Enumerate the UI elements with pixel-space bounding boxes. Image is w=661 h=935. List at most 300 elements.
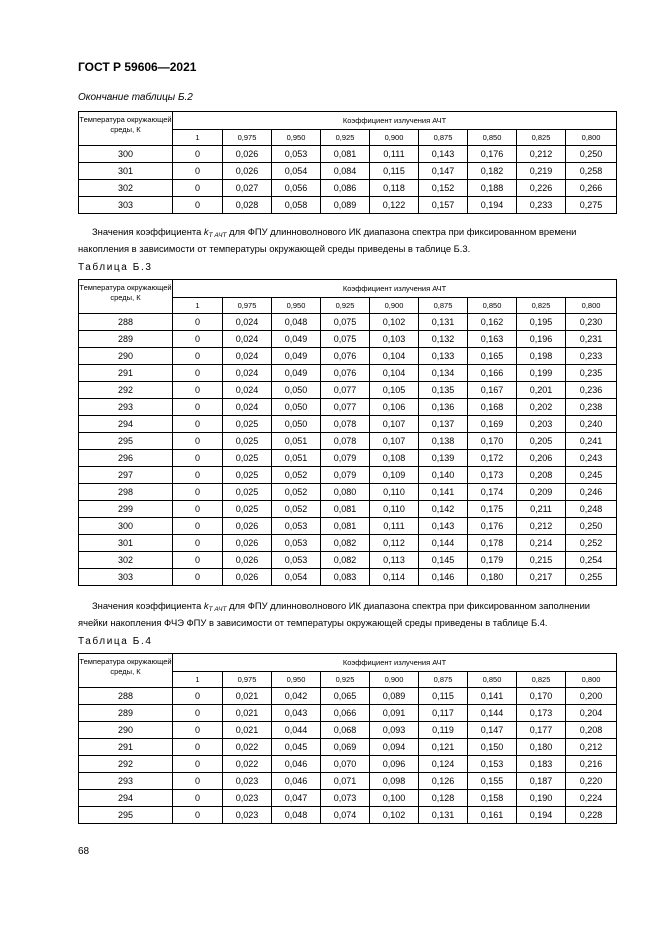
value-cell: 0 bbox=[173, 399, 223, 416]
header-coefficient: 0,900 bbox=[370, 672, 419, 688]
value-cell: 0,166 bbox=[468, 365, 517, 382]
value-cell: 0,091 bbox=[370, 705, 419, 722]
table-row bbox=[79, 773, 617, 790]
value-cell: 0 bbox=[173, 450, 223, 467]
value-cell: 0 bbox=[173, 197, 223, 214]
value-cell: 0,082 bbox=[321, 535, 370, 552]
value-cell: 0,106 bbox=[370, 399, 419, 416]
value-cell: 0,094 bbox=[370, 739, 419, 756]
table-row bbox=[79, 705, 617, 722]
value-cell: 0,081 bbox=[321, 518, 370, 535]
value-cell: 0,250 bbox=[566, 518, 617, 535]
value-cell: 0 bbox=[173, 790, 223, 807]
value-cell: 0,250 bbox=[566, 146, 617, 163]
value-cell: 0,212 bbox=[566, 739, 617, 756]
temperature-cell: 303 bbox=[79, 197, 173, 214]
value-cell: 0,216 bbox=[566, 756, 617, 773]
table-row bbox=[79, 399, 617, 416]
value-cell: 0,089 bbox=[321, 197, 370, 214]
table-row bbox=[79, 518, 617, 535]
value-cell: 0,131 bbox=[419, 807, 468, 824]
value-cell: 0,053 bbox=[272, 518, 321, 535]
value-cell: 0,044 bbox=[272, 722, 321, 739]
value-cell: 0,214 bbox=[517, 535, 566, 552]
value-cell: 0,133 bbox=[419, 348, 468, 365]
table-row bbox=[79, 467, 617, 484]
value-cell: 0,078 bbox=[321, 416, 370, 433]
value-cell: 0,155 bbox=[468, 773, 517, 790]
value-cell: 0 bbox=[173, 518, 223, 535]
value-cell: 0,051 bbox=[272, 433, 321, 450]
header-coefficient: 0,825 bbox=[517, 672, 566, 688]
paragraph-table-b3-intro bbox=[78, 225, 616, 255]
value-cell: 0,076 bbox=[321, 365, 370, 382]
value-cell: 0,258 bbox=[566, 163, 617, 180]
value-cell: 0,077 bbox=[321, 382, 370, 399]
value-cell: 0,204 bbox=[566, 705, 617, 722]
value-cell: 0,115 bbox=[370, 163, 419, 180]
value-cell: 0,190 bbox=[517, 790, 566, 807]
value-cell: 0 bbox=[173, 739, 223, 756]
value-cell: 0,174 bbox=[468, 484, 517, 501]
value-cell: 0,079 bbox=[321, 467, 370, 484]
value-cell: 0,118 bbox=[370, 180, 419, 197]
table-row bbox=[79, 433, 617, 450]
value-cell: 0,209 bbox=[517, 484, 566, 501]
temperature-cell: 292 bbox=[79, 382, 173, 399]
table-row bbox=[79, 756, 617, 773]
value-cell: 0,194 bbox=[468, 197, 517, 214]
header-coefficient: 0,900 bbox=[370, 130, 419, 146]
value-cell: 0,023 bbox=[223, 773, 272, 790]
value-cell: 0,075 bbox=[321, 314, 370, 331]
temperature-cell: 288 bbox=[79, 314, 173, 331]
value-cell: 0,248 bbox=[566, 501, 617, 518]
value-cell: 0,078 bbox=[321, 433, 370, 450]
value-cell: 0,219 bbox=[517, 163, 566, 180]
value-cell: 0,117 bbox=[419, 705, 468, 722]
table-row bbox=[79, 197, 617, 214]
value-cell: 0,096 bbox=[370, 756, 419, 773]
paragraph-text-before: Значения коэффициента bbox=[92, 600, 204, 611]
table-row bbox=[79, 484, 617, 501]
value-cell: 0,224 bbox=[566, 790, 617, 807]
value-cell: 0,195 bbox=[517, 314, 566, 331]
value-cell: 0,083 bbox=[321, 569, 370, 586]
header-coefficient: 1 bbox=[173, 130, 223, 146]
value-cell: 0,180 bbox=[468, 569, 517, 586]
value-cell: 0,026 bbox=[223, 569, 272, 586]
paragraph-text-before: Значения коэффициента bbox=[92, 226, 204, 237]
value-cell: 0,028 bbox=[223, 197, 272, 214]
value-cell: 0,208 bbox=[566, 722, 617, 739]
value-cell: 0,212 bbox=[517, 146, 566, 163]
table-row bbox=[79, 331, 617, 348]
value-cell: 0,049 bbox=[272, 331, 321, 348]
value-cell: 0,141 bbox=[419, 484, 468, 501]
value-cell: 0 bbox=[173, 807, 223, 824]
value-cell: 0,157 bbox=[419, 197, 468, 214]
value-cell: 0 bbox=[173, 569, 223, 586]
value-cell: 0,021 bbox=[223, 688, 272, 705]
temperature-cell: 301 bbox=[79, 163, 173, 180]
header-coefficient: 0,850 bbox=[468, 298, 517, 314]
value-cell: 0 bbox=[173, 501, 223, 518]
value-cell: 0,081 bbox=[321, 146, 370, 163]
value-cell: 0 bbox=[173, 365, 223, 382]
table-row bbox=[79, 180, 617, 197]
value-cell: 0,104 bbox=[370, 348, 419, 365]
value-cell: 0 bbox=[173, 331, 223, 348]
value-cell: 0,113 bbox=[370, 552, 419, 569]
table-row bbox=[79, 365, 617, 382]
table-b2-end bbox=[78, 111, 617, 214]
value-cell: 0,047 bbox=[272, 790, 321, 807]
value-cell: 0,053 bbox=[272, 535, 321, 552]
temperature-cell: 289 bbox=[79, 705, 173, 722]
temperature-cell: 294 bbox=[79, 416, 173, 433]
value-cell: 0,069 bbox=[321, 739, 370, 756]
value-cell: 0,023 bbox=[223, 790, 272, 807]
table-row bbox=[79, 722, 617, 739]
header-coefficient: 0,925 bbox=[321, 672, 370, 688]
value-cell: 0 bbox=[173, 180, 223, 197]
value-cell: 0,183 bbox=[517, 756, 566, 773]
value-cell: 0,110 bbox=[370, 501, 419, 518]
value-cell: 0,138 bbox=[419, 433, 468, 450]
value-cell: 0,046 bbox=[272, 773, 321, 790]
value-cell: 0,182 bbox=[468, 163, 517, 180]
value-cell: 0,070 bbox=[321, 756, 370, 773]
table-row bbox=[79, 552, 617, 569]
value-cell: 0,136 bbox=[419, 399, 468, 416]
value-cell: 0,198 bbox=[517, 348, 566, 365]
paragraph-text-after: для ФПУ длинноволнового ИК диапазона спектра при фиксированном времени накопления в зависимости от температуры окружающей среды приведены в таблице Б.3. bbox=[78, 226, 577, 254]
header-coefficient: 0,825 bbox=[517, 298, 566, 314]
value-cell: 0,243 bbox=[566, 450, 617, 467]
header-coefficient: 0,925 bbox=[321, 130, 370, 146]
value-cell: 0,141 bbox=[468, 688, 517, 705]
value-cell: 0,022 bbox=[223, 739, 272, 756]
value-cell: 0,202 bbox=[517, 399, 566, 416]
value-cell: 0,172 bbox=[468, 450, 517, 467]
value-cell: 0,228 bbox=[566, 807, 617, 824]
header-temperature: Температура окружающей среды, К bbox=[79, 112, 173, 146]
header-coefficient: 0,875 bbox=[419, 130, 468, 146]
value-cell: 0,048 bbox=[272, 807, 321, 824]
value-cell: 0,208 bbox=[517, 467, 566, 484]
header-temperature: Температура окружающей среды, К bbox=[79, 280, 173, 314]
value-cell: 0,074 bbox=[321, 807, 370, 824]
header-coefficient: 0,925 bbox=[321, 298, 370, 314]
value-cell: 0,025 bbox=[223, 416, 272, 433]
value-cell: 0,176 bbox=[468, 518, 517, 535]
value-cell: 0,124 bbox=[419, 756, 468, 773]
value-cell: 0,158 bbox=[468, 790, 517, 807]
value-cell: 0,021 bbox=[223, 705, 272, 722]
value-cell: 0,226 bbox=[517, 180, 566, 197]
value-cell: 0,045 bbox=[272, 739, 321, 756]
value-cell: 0,178 bbox=[468, 535, 517, 552]
header-coefficient: 0,800 bbox=[566, 130, 617, 146]
value-cell: 0,231 bbox=[566, 331, 617, 348]
value-cell: 0,105 bbox=[370, 382, 419, 399]
value-cell: 0,024 bbox=[223, 365, 272, 382]
value-cell: 0,082 bbox=[321, 552, 370, 569]
value-cell: 0 bbox=[173, 552, 223, 569]
value-cell: 0,049 bbox=[272, 348, 321, 365]
table-row bbox=[79, 739, 617, 756]
value-cell: 0 bbox=[173, 163, 223, 180]
table-row bbox=[79, 501, 617, 518]
temperature-cell: 291 bbox=[79, 365, 173, 382]
value-cell: 0,042 bbox=[272, 688, 321, 705]
value-cell: 0,145 bbox=[419, 552, 468, 569]
coefficient-subscript: T АЧТ bbox=[208, 606, 227, 613]
value-cell: 0,022 bbox=[223, 756, 272, 773]
value-cell: 0,137 bbox=[419, 416, 468, 433]
value-cell: 0 bbox=[173, 688, 223, 705]
value-cell: 0 bbox=[173, 146, 223, 163]
value-cell: 0,119 bbox=[419, 722, 468, 739]
table-row bbox=[79, 163, 617, 180]
value-cell: 0,233 bbox=[517, 197, 566, 214]
value-cell: 0,252 bbox=[566, 535, 617, 552]
value-cell: 0,142 bbox=[419, 501, 468, 518]
header-emissivity: Коэффициент излучения АЧТ bbox=[173, 280, 617, 298]
header-coefficient: 0,900 bbox=[370, 298, 419, 314]
value-cell: 0,052 bbox=[272, 484, 321, 501]
value-cell: 0,215 bbox=[517, 552, 566, 569]
value-cell: 0,266 bbox=[566, 180, 617, 197]
table-row bbox=[79, 569, 617, 586]
table-row bbox=[79, 807, 617, 824]
value-cell: 0,054 bbox=[272, 569, 321, 586]
value-cell: 0,240 bbox=[566, 416, 617, 433]
value-cell: 0,027 bbox=[223, 180, 272, 197]
value-cell: 0,165 bbox=[468, 348, 517, 365]
value-cell: 0,051 bbox=[272, 450, 321, 467]
table-row bbox=[79, 416, 617, 433]
value-cell: 0,173 bbox=[468, 467, 517, 484]
value-cell: 0,203 bbox=[517, 416, 566, 433]
value-cell: 0,104 bbox=[370, 365, 419, 382]
value-cell: 0,128 bbox=[419, 790, 468, 807]
table-row bbox=[79, 382, 617, 399]
temperature-cell: 300 bbox=[79, 518, 173, 535]
value-cell: 0,126 bbox=[419, 773, 468, 790]
value-cell: 0,049 bbox=[272, 365, 321, 382]
temperature-cell: 292 bbox=[79, 756, 173, 773]
value-cell: 0,206 bbox=[517, 450, 566, 467]
coefficient-symbol: k bbox=[203, 226, 209, 237]
table-row bbox=[79, 314, 617, 331]
value-cell: 0,230 bbox=[566, 314, 617, 331]
value-cell: 0,100 bbox=[370, 790, 419, 807]
paragraph-text-after: для ФПУ длинноволнового ИК диапазона спектра при фиксированном заполнении ячейки накопления ФЧЭ ФПУ в зависимости от температуры окружающей среды приведены в таблице Б.4. bbox=[78, 600, 591, 628]
value-cell: 0 bbox=[173, 773, 223, 790]
value-cell: 0,026 bbox=[223, 535, 272, 552]
temperature-cell: 290 bbox=[79, 722, 173, 739]
value-cell: 0,200 bbox=[566, 688, 617, 705]
table-b3-caption: Таблица Б.3 bbox=[78, 262, 153, 273]
value-cell: 0,024 bbox=[223, 348, 272, 365]
value-cell: 0,139 bbox=[419, 450, 468, 467]
table-row bbox=[79, 790, 617, 807]
temperature-cell: 302 bbox=[79, 552, 173, 569]
value-cell: 0,115 bbox=[419, 688, 468, 705]
value-cell: 0,023 bbox=[223, 807, 272, 824]
value-cell: 0,168 bbox=[468, 399, 517, 416]
table-b3 bbox=[78, 279, 617, 586]
value-cell: 0,146 bbox=[419, 569, 468, 586]
table-row bbox=[79, 146, 617, 163]
value-cell: 0,211 bbox=[517, 501, 566, 518]
value-cell: 0,107 bbox=[370, 416, 419, 433]
value-cell: 0,108 bbox=[370, 450, 419, 467]
value-cell: 0,046 bbox=[272, 756, 321, 773]
value-cell: 0,050 bbox=[272, 399, 321, 416]
value-cell: 0,068 bbox=[321, 722, 370, 739]
value-cell: 0 bbox=[173, 484, 223, 501]
value-cell: 0,086 bbox=[321, 180, 370, 197]
table-b2-end-caption: Окончание таблицы Б.2 bbox=[78, 92, 193, 103]
value-cell: 0,233 bbox=[566, 348, 617, 365]
value-cell: 0,024 bbox=[223, 399, 272, 416]
value-cell: 0,275 bbox=[566, 197, 617, 214]
value-cell: 0,025 bbox=[223, 433, 272, 450]
value-cell: 0 bbox=[173, 535, 223, 552]
value-cell: 0 bbox=[173, 433, 223, 450]
coefficient-subscript: T АЧТ bbox=[208, 232, 227, 239]
value-cell: 0,080 bbox=[321, 484, 370, 501]
value-cell: 0,084 bbox=[321, 163, 370, 180]
value-cell: 0,026 bbox=[223, 518, 272, 535]
value-cell: 0,107 bbox=[370, 433, 419, 450]
value-cell: 0 bbox=[173, 382, 223, 399]
value-cell: 0 bbox=[173, 416, 223, 433]
value-cell: 0,131 bbox=[419, 314, 468, 331]
value-cell: 0,134 bbox=[419, 365, 468, 382]
value-cell: 0,093 bbox=[370, 722, 419, 739]
temperature-cell: 301 bbox=[79, 535, 173, 552]
table-b4-caption: Таблица Б.4 bbox=[78, 636, 153, 647]
value-cell: 0,144 bbox=[468, 705, 517, 722]
value-cell: 0,048 bbox=[272, 314, 321, 331]
temperature-cell: 295 bbox=[79, 807, 173, 824]
temperature-cell: 293 bbox=[79, 773, 173, 790]
value-cell: 0 bbox=[173, 467, 223, 484]
value-cell: 0,053 bbox=[272, 552, 321, 569]
header-coefficient: 0,850 bbox=[468, 672, 517, 688]
temperature-cell: 298 bbox=[79, 484, 173, 501]
header-coefficient: 1 bbox=[173, 672, 223, 688]
value-cell: 0,169 bbox=[468, 416, 517, 433]
value-cell: 0,150 bbox=[468, 739, 517, 756]
value-cell: 0 bbox=[173, 722, 223, 739]
temperature-cell: 297 bbox=[79, 467, 173, 484]
header-coefficient: 0,950 bbox=[272, 130, 321, 146]
temperature-cell: 299 bbox=[79, 501, 173, 518]
value-cell: 0,180 bbox=[517, 739, 566, 756]
header-temperature: Температура окружающей среды, К bbox=[79, 654, 173, 688]
value-cell: 0,056 bbox=[272, 180, 321, 197]
value-cell: 0,161 bbox=[468, 807, 517, 824]
value-cell: 0,188 bbox=[468, 180, 517, 197]
value-cell: 0,212 bbox=[517, 518, 566, 535]
header-emissivity: Коэффициент излучения АЧТ bbox=[173, 654, 617, 672]
value-cell: 0,026 bbox=[223, 146, 272, 163]
value-cell: 0,175 bbox=[468, 501, 517, 518]
value-cell: 0,147 bbox=[468, 722, 517, 739]
value-cell: 0,255 bbox=[566, 569, 617, 586]
value-cell: 0,025 bbox=[223, 501, 272, 518]
value-cell: 0,153 bbox=[468, 756, 517, 773]
value-cell: 0,024 bbox=[223, 331, 272, 348]
value-cell: 0,054 bbox=[272, 163, 321, 180]
value-cell: 0,026 bbox=[223, 163, 272, 180]
table-row bbox=[79, 450, 617, 467]
value-cell: 0,075 bbox=[321, 331, 370, 348]
header-coefficient: 0,950 bbox=[272, 672, 321, 688]
header-coefficient: 0,850 bbox=[468, 130, 517, 146]
value-cell: 0,236 bbox=[566, 382, 617, 399]
header-emissivity: Коэффициент излучения АЧТ bbox=[173, 112, 617, 130]
header-coefficient: 1 bbox=[173, 298, 223, 314]
temperature-cell: 303 bbox=[79, 569, 173, 586]
value-cell: 0,217 bbox=[517, 569, 566, 586]
value-cell: 0,025 bbox=[223, 450, 272, 467]
value-cell: 0,177 bbox=[517, 722, 566, 739]
value-cell: 0,102 bbox=[370, 314, 419, 331]
header-coefficient: 0,800 bbox=[566, 298, 617, 314]
temperature-cell: 291 bbox=[79, 739, 173, 756]
temperature-cell: 295 bbox=[79, 433, 173, 450]
document-title: ГОСТ Р 59606—2021 bbox=[78, 60, 197, 74]
temperature-cell: 293 bbox=[79, 399, 173, 416]
value-cell: 0,254 bbox=[566, 552, 617, 569]
value-cell: 0,205 bbox=[517, 433, 566, 450]
value-cell: 0,111 bbox=[370, 146, 419, 163]
value-cell: 0,050 bbox=[272, 416, 321, 433]
value-cell: 0,235 bbox=[566, 365, 617, 382]
table-row bbox=[79, 535, 617, 552]
header-coefficient: 0,875 bbox=[419, 298, 468, 314]
value-cell: 0,052 bbox=[272, 501, 321, 518]
value-cell: 0,176 bbox=[468, 146, 517, 163]
value-cell: 0,173 bbox=[517, 705, 566, 722]
header-coefficient: 0,975 bbox=[223, 298, 272, 314]
value-cell: 0,081 bbox=[321, 501, 370, 518]
value-cell: 0,147 bbox=[419, 163, 468, 180]
value-cell: 0 bbox=[173, 348, 223, 365]
value-cell: 0,025 bbox=[223, 484, 272, 501]
value-cell: 0,052 bbox=[272, 467, 321, 484]
temperature-cell: 289 bbox=[79, 331, 173, 348]
value-cell: 0,163 bbox=[468, 331, 517, 348]
value-cell: 0,135 bbox=[419, 382, 468, 399]
value-cell: 0,144 bbox=[419, 535, 468, 552]
value-cell: 0,098 bbox=[370, 773, 419, 790]
value-cell: 0,167 bbox=[468, 382, 517, 399]
value-cell: 0,058 bbox=[272, 197, 321, 214]
value-cell: 0,170 bbox=[468, 433, 517, 450]
value-cell: 0,179 bbox=[468, 552, 517, 569]
value-cell: 0,112 bbox=[370, 535, 419, 552]
value-cell: 0,187 bbox=[517, 773, 566, 790]
temperature-cell: 300 bbox=[79, 146, 173, 163]
paragraph-table-b4-intro bbox=[78, 599, 616, 629]
